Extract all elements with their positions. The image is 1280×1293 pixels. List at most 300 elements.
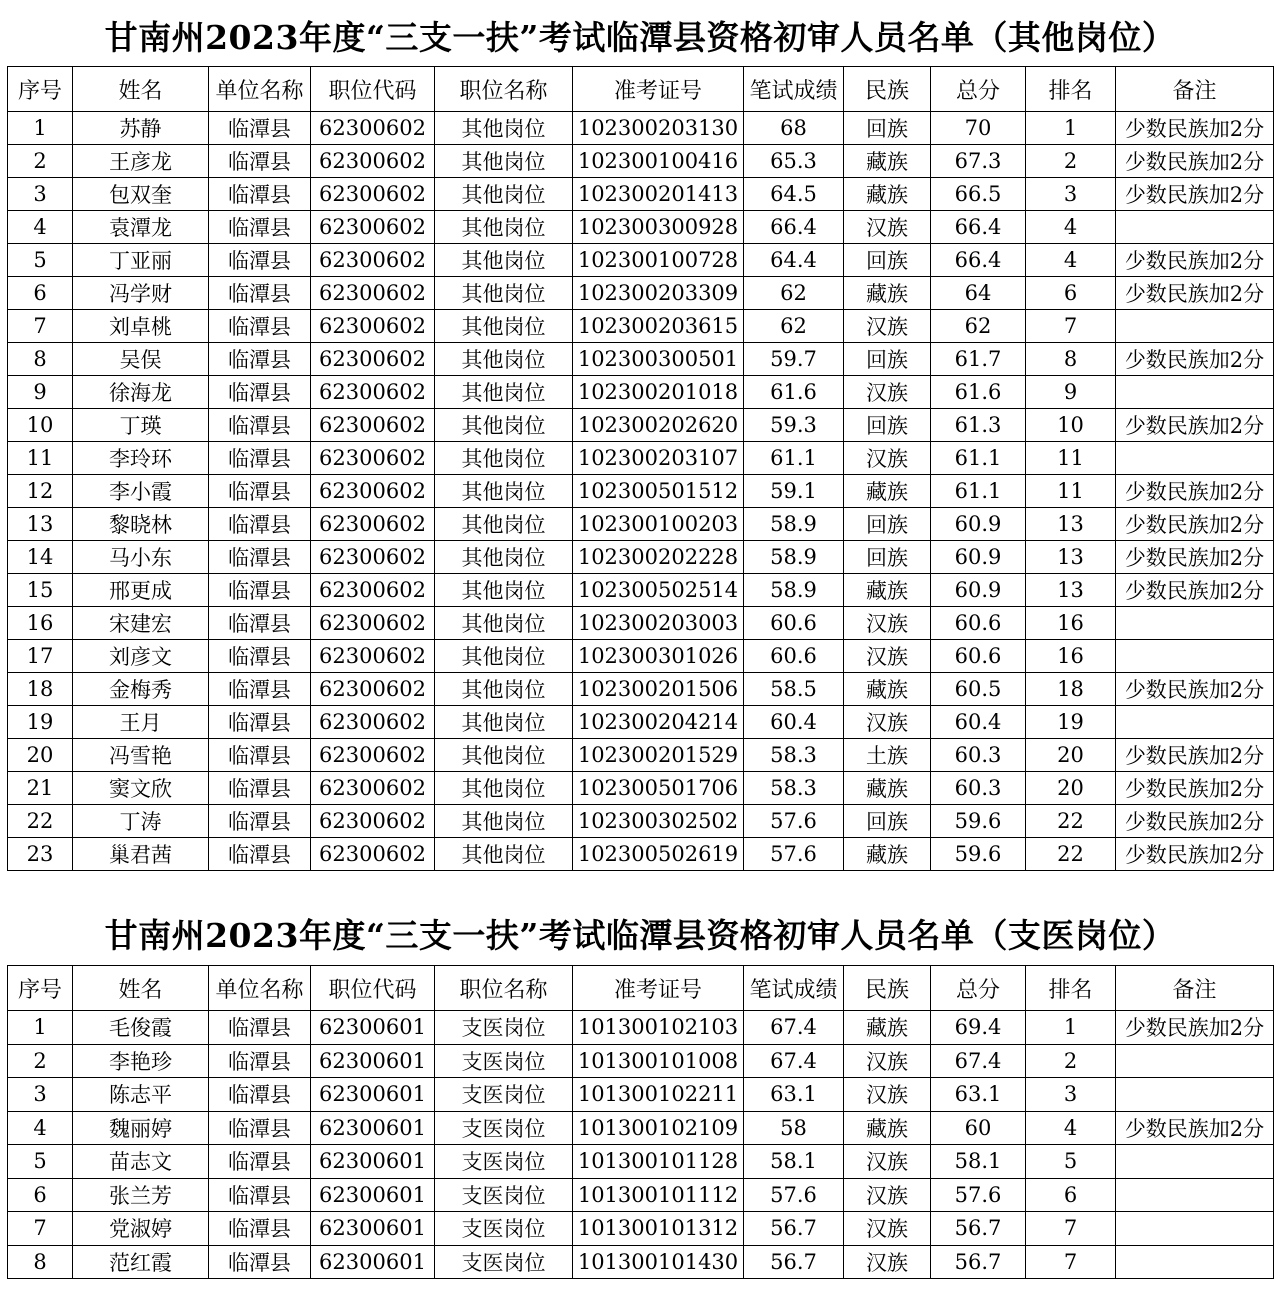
cell-written-score: 61.1	[744, 442, 844, 475]
cell-total-score: 58.1	[931, 1145, 1026, 1179]
cell-unit-name: 临潭县	[209, 607, 311, 640]
cell-admission-ticket-number: 101300102109	[573, 1111, 744, 1145]
cell-position-name: 其他岗位	[435, 607, 573, 640]
cell-ethnicity: 汉族	[844, 376, 931, 409]
cell-name: 窦文欣	[73, 772, 209, 805]
cell-admission-ticket-number: 102300203003	[573, 607, 744, 640]
cell-admission-ticket-number: 101300102103	[573, 1011, 744, 1045]
table-row	[8, 277, 1274, 310]
cell-admission-ticket-number: 102300100203	[573, 508, 744, 541]
cell-serial-number: 14	[8, 541, 73, 574]
cell-unit-name: 临潭县	[209, 739, 311, 772]
cell-position-code: 62300602	[311, 673, 435, 706]
cell-ethnicity: 汉族	[844, 1044, 931, 1078]
cell-rank: 6	[1026, 1178, 1116, 1212]
cell-rank: 4	[1026, 244, 1116, 277]
table-row	[8, 772, 1274, 805]
cell-position-code: 62300601	[311, 1078, 435, 1112]
table-row	[8, 1011, 1274, 1045]
table-row	[8, 640, 1274, 673]
cell-rank: 9	[1026, 376, 1116, 409]
cell-remarks: 少数民族加2分	[1116, 541, 1274, 574]
cell-ethnicity: 汉族	[844, 1212, 931, 1246]
cell-unit-name: 临潭县	[209, 1111, 311, 1145]
cell-name: 刘彦文	[73, 640, 209, 673]
cell-serial-number: 8	[8, 1245, 73, 1279]
cell-position-name: 其他岗位	[435, 409, 573, 442]
table-row	[8, 1044, 1274, 1078]
cell-position-code: 62300602	[311, 244, 435, 277]
cell-written-score: 58.9	[744, 574, 844, 607]
cell-serial-number: 2	[8, 1044, 73, 1078]
cell-position-name: 其他岗位	[435, 805, 573, 838]
cell-name: 冯雪艳	[73, 739, 209, 772]
cell-ethnicity: 藏族	[844, 673, 931, 706]
cell-admission-ticket-number: 101300101008	[573, 1044, 744, 1078]
cell-name: 丁涛	[73, 805, 209, 838]
cell-position-name: 支医岗位	[435, 1011, 573, 1045]
cell-written-score: 56.7	[744, 1212, 844, 1246]
cell-remarks: 少数民族加2分	[1116, 838, 1274, 871]
cell-rank: 3	[1026, 1078, 1116, 1112]
cell-serial-number: 1	[8, 1011, 73, 1045]
cell-total-score: 60.6	[931, 640, 1026, 673]
table-row	[8, 376, 1274, 409]
cell-written-score: 57.6	[744, 838, 844, 871]
cell-position-code: 62300602	[311, 574, 435, 607]
cell-remarks: 少数民族加2分	[1116, 409, 1274, 442]
cell-position-name: 其他岗位	[435, 310, 573, 343]
cell-serial-number: 9	[8, 376, 73, 409]
cell-name: 魏丽婷	[73, 1111, 209, 1145]
cell-remarks: 少数民族加2分	[1116, 277, 1274, 310]
cell-unit-name: 临潭县	[209, 1011, 311, 1045]
cell-position-code: 62300601	[311, 1044, 435, 1078]
cell-rank: 1	[1026, 112, 1116, 145]
cell-written-score: 60.4	[744, 706, 844, 739]
cell-position-code: 62300602	[311, 442, 435, 475]
cell-name: 冯学财	[73, 277, 209, 310]
table-row	[8, 1145, 1274, 1179]
table-row	[8, 244, 1274, 277]
cell-unit-name: 临潭县	[209, 112, 311, 145]
cell-remarks	[1116, 607, 1274, 640]
cell-position-code: 62300602	[311, 277, 435, 310]
cell-unit-name: 临潭县	[209, 1145, 311, 1179]
cell-name: 包双奎	[73, 178, 209, 211]
cell-rank: 7	[1026, 1212, 1116, 1246]
cell-name: 丁亚丽	[73, 244, 209, 277]
cell-unit-name: 临潭县	[209, 211, 311, 244]
cell-written-score: 61.6	[744, 376, 844, 409]
cell-ethnicity: 汉族	[844, 1078, 931, 1112]
column-header-ethnicity: 民族	[844, 67, 931, 112]
cell-serial-number: 18	[8, 673, 73, 706]
column-header-position-name: 职位名称	[435, 67, 573, 112]
cell-admission-ticket-number: 102300203615	[573, 310, 744, 343]
cell-admission-ticket-number: 102300202228	[573, 541, 744, 574]
cell-remarks	[1116, 1078, 1274, 1112]
table-row	[8, 574, 1274, 607]
cell-rank: 11	[1026, 475, 1116, 508]
cell-written-score: 62	[744, 310, 844, 343]
cell-total-score: 70	[931, 112, 1026, 145]
cell-ethnicity: 汉族	[844, 310, 931, 343]
cell-ethnicity: 藏族	[844, 1011, 931, 1045]
cell-position-code: 62300602	[311, 409, 435, 442]
cell-ethnicity: 汉族	[844, 607, 931, 640]
cell-admission-ticket-number: 102300100416	[573, 145, 744, 178]
cell-ethnicity: 土族	[844, 739, 931, 772]
cell-remarks	[1116, 640, 1274, 673]
section-title-other-posts: 甘南州2023年度“三支一扶”考试临潭县资格初审人员名单（其他岗位）	[104, 18, 1176, 57]
cell-ethnicity: 汉族	[844, 706, 931, 739]
cell-ethnicity: 回族	[844, 409, 931, 442]
cell-ethnicity: 藏族	[844, 178, 931, 211]
cell-position-name: 其他岗位	[435, 640, 573, 673]
cell-serial-number: 17	[8, 640, 73, 673]
cell-remarks	[1116, 310, 1274, 343]
cell-admission-ticket-number: 102300302502	[573, 805, 744, 838]
column-header-position-code: 职位代码	[311, 67, 435, 112]
cell-remarks: 少数民族加2分	[1116, 739, 1274, 772]
cell-admission-ticket-number: 102300100728	[573, 244, 744, 277]
cell-total-score: 56.7	[931, 1245, 1026, 1279]
cell-name: 马小东	[73, 541, 209, 574]
cell-serial-number: 2	[8, 145, 73, 178]
cell-written-score: 57.6	[744, 805, 844, 838]
cell-unit-name: 临潭县	[209, 409, 311, 442]
column-header-name: 姓名	[73, 966, 209, 1011]
cell-unit-name: 临潭县	[209, 376, 311, 409]
cell-position-name: 支医岗位	[435, 1145, 573, 1179]
cell-total-score: 63.1	[931, 1078, 1026, 1112]
cell-position-code: 62300602	[311, 805, 435, 838]
cell-rank: 5	[1026, 1145, 1116, 1179]
cell-serial-number: 1	[8, 112, 73, 145]
cell-position-code: 62300601	[311, 1145, 435, 1179]
table-row	[8, 805, 1274, 838]
cell-written-score: 58	[744, 1111, 844, 1145]
cell-position-name: 其他岗位	[435, 706, 573, 739]
cell-serial-number: 21	[8, 772, 73, 805]
cell-unit-name: 临潭县	[209, 508, 311, 541]
cell-position-name: 支医岗位	[435, 1044, 573, 1078]
cell-name: 金梅秀	[73, 673, 209, 706]
cell-position-name: 其他岗位	[435, 112, 573, 145]
cell-rank: 16	[1026, 640, 1116, 673]
cell-remarks	[1116, 1044, 1274, 1078]
cell-position-name: 其他岗位	[435, 442, 573, 475]
table-row	[8, 1111, 1274, 1145]
cell-name: 王月	[73, 706, 209, 739]
cell-unit-name: 临潭县	[209, 772, 311, 805]
cell-total-score: 61.7	[931, 343, 1026, 376]
cell-total-score: 60.4	[931, 706, 1026, 739]
cell-position-code: 62300602	[311, 739, 435, 772]
cell-total-score: 62	[931, 310, 1026, 343]
cell-rank: 1	[1026, 1011, 1116, 1045]
table-row	[8, 838, 1274, 871]
cell-position-code: 62300601	[311, 1245, 435, 1279]
cell-rank: 19	[1026, 706, 1116, 739]
cell-ethnicity: 汉族	[844, 442, 931, 475]
cell-serial-number: 4	[8, 1111, 73, 1145]
cell-ethnicity: 藏族	[844, 145, 931, 178]
cell-written-score: 59.1	[744, 475, 844, 508]
cell-total-score: 64	[931, 277, 1026, 310]
cell-written-score: 68	[744, 112, 844, 145]
cell-ethnicity: 藏族	[844, 772, 931, 805]
cell-serial-number: 5	[8, 244, 73, 277]
cell-total-score: 61.1	[931, 475, 1026, 508]
table-row	[8, 1212, 1274, 1246]
cell-position-code: 62300601	[311, 1111, 435, 1145]
cell-position-code: 62300602	[311, 112, 435, 145]
cell-unit-name: 临潭县	[209, 1245, 311, 1279]
cell-admission-ticket-number: 101300101430	[573, 1245, 744, 1279]
cell-remarks	[1116, 706, 1274, 739]
cell-total-score: 60.5	[931, 673, 1026, 706]
cell-rank: 13	[1026, 574, 1116, 607]
column-header-total-score: 总分	[931, 67, 1026, 112]
cell-name: 宋建宏	[73, 607, 209, 640]
column-header-total-score: 总分	[931, 966, 1026, 1011]
cell-position-code: 62300602	[311, 178, 435, 211]
cell-total-score: 61.6	[931, 376, 1026, 409]
cell-unit-name: 临潭县	[209, 178, 311, 211]
roster-table-medical-posts	[7, 965, 1274, 1279]
cell-position-name: 支医岗位	[435, 1111, 573, 1145]
cell-name: 范红霞	[73, 1245, 209, 1279]
cell-ethnicity: 回族	[844, 508, 931, 541]
cell-name: 徐海龙	[73, 376, 209, 409]
cell-rank: 4	[1026, 1111, 1116, 1145]
cell-rank: 2	[1026, 145, 1116, 178]
cell-written-score: 58.1	[744, 1145, 844, 1179]
column-header-position-name: 职位名称	[435, 966, 573, 1011]
cell-ethnicity: 藏族	[844, 574, 931, 607]
cell-total-score: 66.4	[931, 211, 1026, 244]
column-header-rank: 排名	[1026, 67, 1116, 112]
cell-remarks	[1116, 1245, 1274, 1279]
cell-admission-ticket-number: 102300201506	[573, 673, 744, 706]
cell-ethnicity: 藏族	[844, 277, 931, 310]
cell-total-score: 60.9	[931, 574, 1026, 607]
column-header-serial-number: 序号	[8, 966, 73, 1011]
cell-written-score: 58.3	[744, 739, 844, 772]
cell-admission-ticket-number: 102300201018	[573, 376, 744, 409]
cell-remarks	[1116, 442, 1274, 475]
cell-rank: 16	[1026, 607, 1116, 640]
cell-position-name: 其他岗位	[435, 244, 573, 277]
cell-total-score: 66.5	[931, 178, 1026, 211]
cell-written-score: 58.9	[744, 541, 844, 574]
cell-serial-number: 22	[8, 805, 73, 838]
cell-admission-ticket-number: 102300301026	[573, 640, 744, 673]
cell-position-name: 其他岗位	[435, 838, 573, 871]
cell-rank: 7	[1026, 1245, 1116, 1279]
table-row	[8, 178, 1274, 211]
cell-position-name: 其他岗位	[435, 145, 573, 178]
cell-serial-number: 5	[8, 1145, 73, 1179]
table-header-row	[8, 67, 1274, 112]
cell-name: 党淑婷	[73, 1212, 209, 1246]
cell-position-code: 62300602	[311, 607, 435, 640]
cell-serial-number: 7	[8, 310, 73, 343]
cell-position-name: 其他岗位	[435, 277, 573, 310]
cell-remarks	[1116, 211, 1274, 244]
cell-remarks: 少数民族加2分	[1116, 508, 1274, 541]
cell-written-score: 64.5	[744, 178, 844, 211]
cell-name: 邢更成	[73, 574, 209, 607]
cell-name: 陈志平	[73, 1078, 209, 1112]
cell-rank: 7	[1026, 310, 1116, 343]
cell-total-score: 60.9	[931, 541, 1026, 574]
table-row	[8, 739, 1274, 772]
cell-serial-number: 3	[8, 1078, 73, 1112]
cell-unit-name: 临潭县	[209, 640, 311, 673]
table-row	[8, 112, 1274, 145]
cell-position-code: 62300602	[311, 640, 435, 673]
cell-written-score: 56.7	[744, 1245, 844, 1279]
cell-admission-ticket-number: 101300101312	[573, 1212, 744, 1246]
cell-admission-ticket-number: 102300202620	[573, 409, 744, 442]
cell-serial-number: 6	[8, 1178, 73, 1212]
cell-unit-name: 临潭县	[209, 244, 311, 277]
cell-serial-number: 4	[8, 211, 73, 244]
table-row	[8, 607, 1274, 640]
cell-ethnicity: 汉族	[844, 211, 931, 244]
cell-written-score: 58.3	[744, 772, 844, 805]
table-row	[8, 442, 1274, 475]
cell-total-score: 60.6	[931, 607, 1026, 640]
cell-ethnicity: 藏族	[844, 1111, 931, 1145]
cell-remarks	[1116, 1212, 1274, 1246]
cell-written-score: 63.1	[744, 1078, 844, 1112]
table-row	[8, 475, 1274, 508]
cell-position-name: 其他岗位	[435, 541, 573, 574]
cell-written-score: 62	[744, 277, 844, 310]
cell-remarks	[1116, 1145, 1274, 1179]
cell-total-score: 59.6	[931, 805, 1026, 838]
cell-total-score: 57.6	[931, 1178, 1026, 1212]
cell-name: 苗志文	[73, 1145, 209, 1179]
cell-total-score: 61.3	[931, 409, 1026, 442]
cell-position-name: 其他岗位	[435, 178, 573, 211]
cell-name: 黎晓林	[73, 508, 209, 541]
cell-rank: 13	[1026, 508, 1116, 541]
cell-unit-name: 临潭县	[209, 706, 311, 739]
cell-total-score: 60.3	[931, 772, 1026, 805]
cell-name: 毛俊霞	[73, 1011, 209, 1045]
cell-rank: 20	[1026, 772, 1116, 805]
column-header-written-score: 笔试成绩	[744, 966, 844, 1011]
cell-serial-number: 11	[8, 442, 73, 475]
cell-name: 王彦龙	[73, 145, 209, 178]
cell-position-name: 其他岗位	[435, 508, 573, 541]
cell-rank: 3	[1026, 178, 1116, 211]
cell-position-code: 62300602	[311, 211, 435, 244]
table-row	[8, 145, 1274, 178]
cell-serial-number: 8	[8, 343, 73, 376]
cell-position-name: 其他岗位	[435, 376, 573, 409]
cell-serial-number: 13	[8, 508, 73, 541]
cell-position-code: 62300602	[311, 541, 435, 574]
column-header-position-code: 职位代码	[311, 966, 435, 1011]
cell-total-score: 61.1	[931, 442, 1026, 475]
column-header-serial-number: 序号	[8, 67, 73, 112]
cell-total-score: 59.6	[931, 838, 1026, 871]
cell-total-score: 66.4	[931, 244, 1026, 277]
cell-admission-ticket-number: 102300502514	[573, 574, 744, 607]
column-header-admission-ticket-number: 准考证号	[573, 67, 744, 112]
cell-ethnicity: 汉族	[844, 1178, 931, 1212]
cell-position-code: 62300602	[311, 475, 435, 508]
cell-unit-name: 临潭县	[209, 541, 311, 574]
cell-name: 丁瑛	[73, 409, 209, 442]
cell-position-code: 62300602	[311, 838, 435, 871]
cell-rank: 18	[1026, 673, 1116, 706]
cell-unit-name: 临潭县	[209, 1212, 311, 1246]
cell-written-score: 67.4	[744, 1011, 844, 1045]
cell-rank: 11	[1026, 442, 1116, 475]
column-header-remarks: 备注	[1116, 67, 1274, 112]
cell-remarks: 少数民族加2分	[1116, 574, 1274, 607]
cell-total-score: 69.4	[931, 1011, 1026, 1045]
cell-written-score: 65.3	[744, 145, 844, 178]
column-header-written-score: 笔试成绩	[744, 67, 844, 112]
cell-name: 刘卓桃	[73, 310, 209, 343]
cell-serial-number: 10	[8, 409, 73, 442]
cell-written-score: 64.4	[744, 244, 844, 277]
cell-written-score: 58.5	[744, 673, 844, 706]
cell-position-code: 62300602	[311, 508, 435, 541]
cell-remarks: 少数民族加2分	[1116, 475, 1274, 508]
cell-rank: 6	[1026, 277, 1116, 310]
cell-position-name: 其他岗位	[435, 772, 573, 805]
cell-remarks	[1116, 1178, 1274, 1212]
table-row	[8, 1245, 1274, 1279]
cell-ethnicity: 汉族	[844, 1145, 931, 1179]
cell-admission-ticket-number: 102300201413	[573, 178, 744, 211]
table-header-row	[8, 966, 1274, 1011]
cell-admission-ticket-number: 102300501512	[573, 475, 744, 508]
cell-unit-name: 临潭县	[209, 442, 311, 475]
column-header-rank: 排名	[1026, 966, 1116, 1011]
cell-unit-name: 临潭县	[209, 475, 311, 508]
cell-position-code: 62300601	[311, 1011, 435, 1045]
cell-serial-number: 15	[8, 574, 73, 607]
cell-admission-ticket-number: 101300101128	[573, 1145, 744, 1179]
cell-serial-number: 7	[8, 1212, 73, 1246]
cell-total-score: 60	[931, 1111, 1026, 1145]
cell-ethnicity: 回族	[844, 343, 931, 376]
cell-unit-name: 临潭县	[209, 1178, 311, 1212]
cell-serial-number: 23	[8, 838, 73, 871]
cell-ethnicity: 藏族	[844, 838, 931, 871]
cell-admission-ticket-number: 102300203309	[573, 277, 744, 310]
cell-rank: 8	[1026, 343, 1116, 376]
cell-remarks: 少数民族加2分	[1116, 772, 1274, 805]
cell-admission-ticket-number: 102300501706	[573, 772, 744, 805]
cell-position-code: 62300601	[311, 1178, 435, 1212]
section-title-medical-posts: 甘南州2023年度“三支一扶”考试临潭县资格初审人员名单（支医岗位）	[104, 916, 1176, 955]
cell-unit-name: 临潭县	[209, 805, 311, 838]
cell-remarks: 少数民族加2分	[1116, 178, 1274, 211]
cell-position-name: 支医岗位	[435, 1078, 573, 1112]
cell-serial-number: 3	[8, 178, 73, 211]
